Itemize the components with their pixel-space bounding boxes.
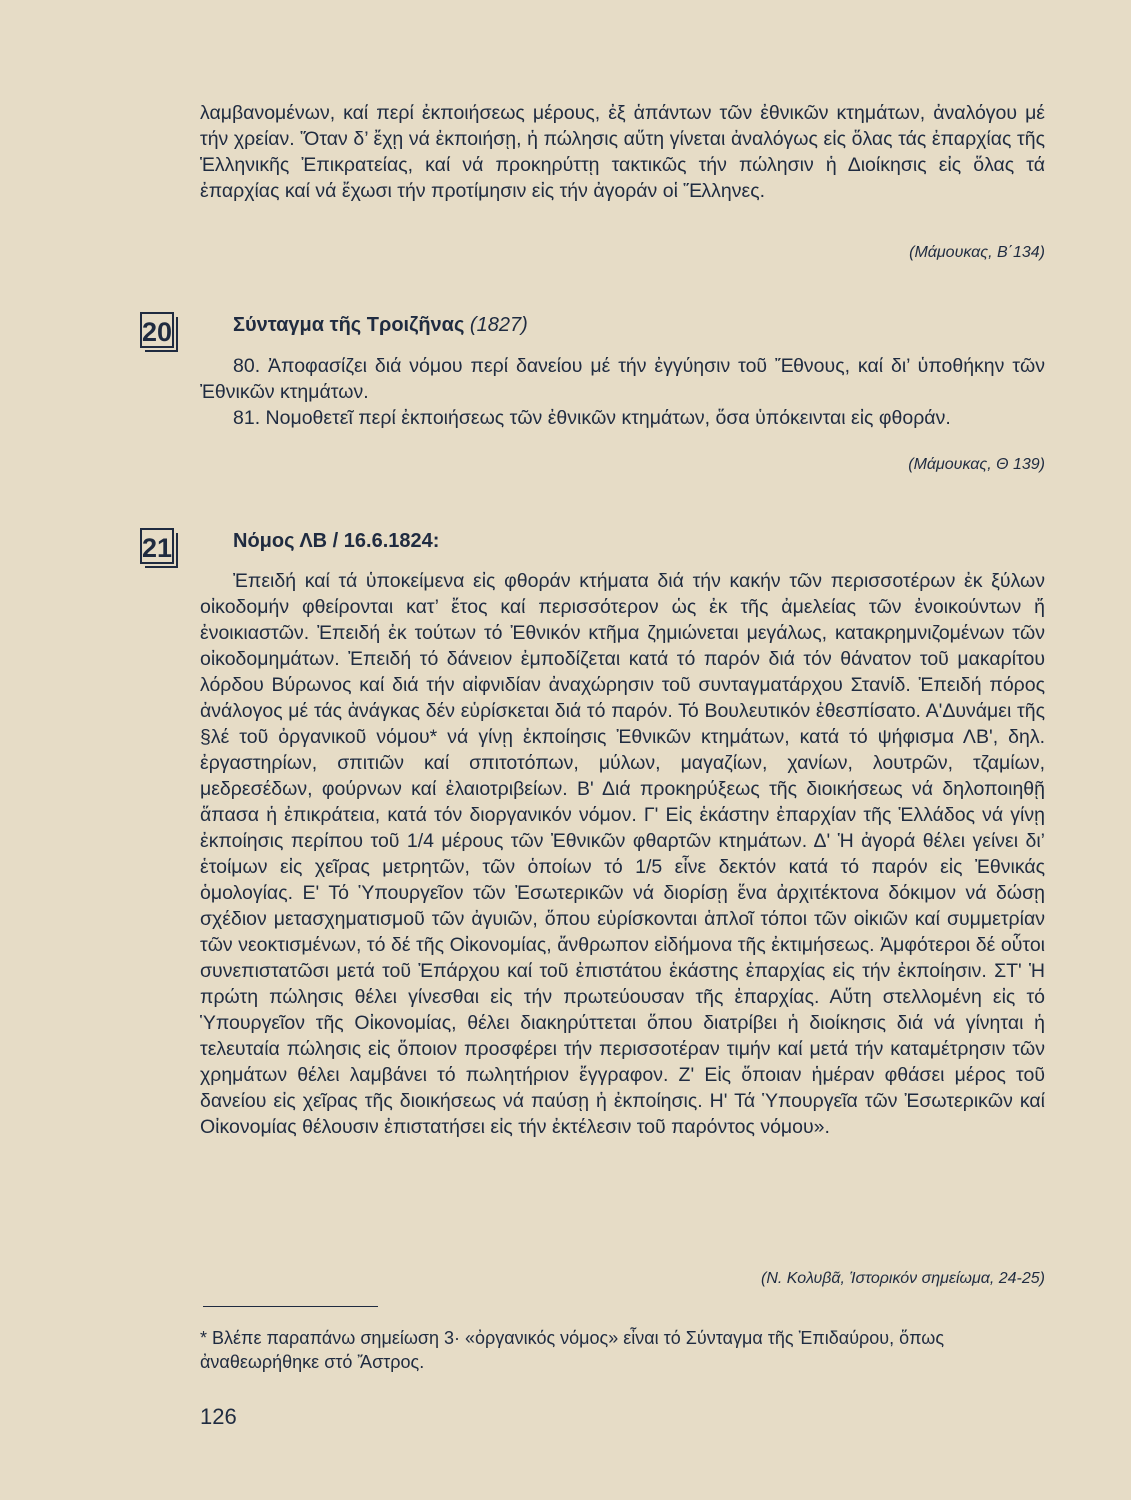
citation-section-21: (Ν. Κολυβᾶ, Ἱστορικόν σημείωμα, 24-25) [760, 1270, 1045, 1287]
page-number: 126 [200, 1404, 237, 1429]
section-20-title: Σύνταγμα τῆς Τροιζῆνας [233, 314, 465, 336]
section-20-year: (1827) [469, 314, 528, 336]
citation-top: (Μάμουκας, Β΄134) [909, 244, 1045, 261]
top-paragraph-block [200, 100, 1045, 204]
section-21-body [200, 568, 1045, 1140]
top-paragraph: λαμβανομένων, καί περί ἐκποιήσεως μέρους, ἐξ ἁπάντων τῶν ἐθνικῶν κτημάτων, ἀναλόγου μέ τήν χρείαν. Ὅταν δ’ ἔχῃ νά ἐκποιήσῃ, ἡ πώλησις αὕτη γίνεται ἀναλόγως εἰς ὅλας τάς ἐπαρχίας τῆς Ἑλληνικῆς Ἐπικρατείας, καί νά προκηρύττῃ τακτικῶς τήν πώλησιν ἡ Διοίκησις εἰς ὅλας τά ἐπαρχίας καί νά ἔχωσι τήν προτίμησιν εἰς τήν ἀγοράν οἱ Ἕλληνες. [200, 102, 1045, 202]
section-number-20: 20 [140, 312, 174, 348]
section-20-heading [233, 314, 528, 337]
footnote: * Βλέπε παραπάνω σημείωση 3· «ὀργανικός νόμος» εἶναι τό Σύνταγμα τῆς Ἐπιδαύρου, ὅπως ἀναθεωρήθηκε στό Ἄστρος. [200, 1328, 945, 1372]
article-81: 81. Νομοθετεῖ περί ἐκποιήσεως τῶν ἐθνικῶν κτημάτων, ὅσα ὑπόκεινται εἰς φθοράν. [233, 407, 951, 429]
section-21-title: Νόμος ΛΒ / 16.6.1824: [233, 530, 440, 552]
law-text: Ἐπειδή καί τά ὑποκείμενα εἰς φθοράν κτήματα διά τήν κακήν τῶν περισσοτέρων ἐκ ξύλων οἰκοδομήν φθείρονται κατ’ ἔτος καί περισσότερον ὡς ἐκ τῆς ἀμελείας τῶν ἐνοικούντων ἤ ἐνοικιαστῶν. Ἐπειδή ἐκ τούτων τό Ἐθνικόν κτῆμα ζημιώνεται μεγάλως, κατακρημνιζομένων τῶν οἰκοδομημάτων. Ἐπειδή τό δάνειον ἐμποδίζεται κατά τό παρόν διά τόν θάνατον τοῦ μακαρίτου λόρδου Βύρωνος καί διά τήν αἰφνιδίαν ἀναχώρησιν τοῦ συνταγματάρχου Στανίδ. Ἐπειδή πόρος ἀνάλογος μέ τάς ἀνάγκας δέν εὑρίσκεται διά τό παρόν. Τό Βουλευτικόν ἐθεσπίσατο. Α'Δυνάμει τῆς §λέ τοῦ ὀργανικοῦ νόμου* νά γίνῃ ἐκποίησις Ἐθνικῶν κτημάτων, κατά τό ψήφισμα ΛΒ', δηλ. ἐργαστηρίων, σπιτιῶν καί σπιτοτόπων, μύλων, μαγαζίων, χανίων, λουτρῶν, τζαμίων, μεδρεσέδων, φούρνων καί ἐλαιοτριβείων. Β' Διά προκηρύξεως τῆς διοικήσεως νά δηλοποιηθῇ ἅπασα ἡ ἐπικράτεια, κατά τόν διοργανικόν νόμον. Γ' Εἰς ἑκάστην ἐπαρχίαν τῆς Ἑλλάδος νά γίνῃ ἐκποίησις περίπου τοῦ 1/4 μέρους τῶν Ἐθνικῶν φθαρτῶν κτημάτων. Δ' Ἡ ἀγορά θέλει γείνει δι’ ἑτοίμων εἰς χεῖρας μετρητῶν, τῶν ὁποίων τό 1/5 εἶνε δεκτόν κατά τό παρόν εἰς Ἐθνικάς ὁμολογίας. Ε' Τό Ὑπουργεῖον τῶν Ἐσωτερικῶν νά διορίσῃ ἕνα ἀρχιτέκτονα δόκιμον νά δώσῃ σχέδιον μετασχηματισμοῦ τῶν ἀγυιῶν, ὅπου εὑρίσκονται ἁπλοῖ τόποι τῶν οἰκιῶν καί συμμετρίαν τῶν νεοκτισμένων, τό δέ τῆς Οἰκονομίας, ἄνθρωπον εἰδήμονα τῆς ἐκτιμήσεως. Ἀμφότεροι δέ οὗτοι συνεπιστατῶσι μετά τοῦ Ἐπάρχου καί τοῦ ἐπιστάτου ἑκάστης ἐπαρχίας εἰς τήν ἐκποίησιν. ΣΤ' Ἡ πρώτη πώλησις θέλει γίνεσθαι εἰς τήν πρωτεύουσαν τῆς ἐπαρχίας. Αὕτη στελλομένη εἰς τό Ὑπουργεῖον τῆς Οἰκονομίας, θέλει διακηρύττεται ὅπου διατρίβει ἡ διοίκησις διά νά γίνηται ἡ τελευταία πώλησις εἰς ὅποιον προσφέρει τήν περισσοτέραν τιμήν καί μετά τήν καταμέτρησιν τῶν χρημάτων θέλει λαμβάνει τό πωλητήριον ἔγγραφον. Ζ' Εἰς ὅποιαν ἡμέραν φθάσει μέρος τοῦ δανείου εἰς χεῖρας τῆς διοικήσεως νά παύσῃ ἡ ἐκποίησις. Η' Τά Ὑπουργεῖα τῶν Ἐσωτερικῶν καί Οἰκονομίας θέλουσιν ἐπιστατήσει εἰς τήν ἐκτέλεσιν τοῦ παρόντος νόμου». [200, 570, 1045, 1138]
footnote-divider [203, 1306, 378, 1307]
section-number-21: 21 [140, 528, 174, 564]
citation-section-20: (Μάμουκας, Θ 139) [908, 456, 1045, 473]
section-20-body [200, 353, 1045, 431]
article-80: 80. Ἀποφασίζει διά νόμου περί δανείου μέ τήν ἐγγύησιν τοῦ Ἔθνους, καί δι’ ὑποθήκην τῶν Ἐθνικῶν κτημάτων. [200, 355, 1045, 403]
